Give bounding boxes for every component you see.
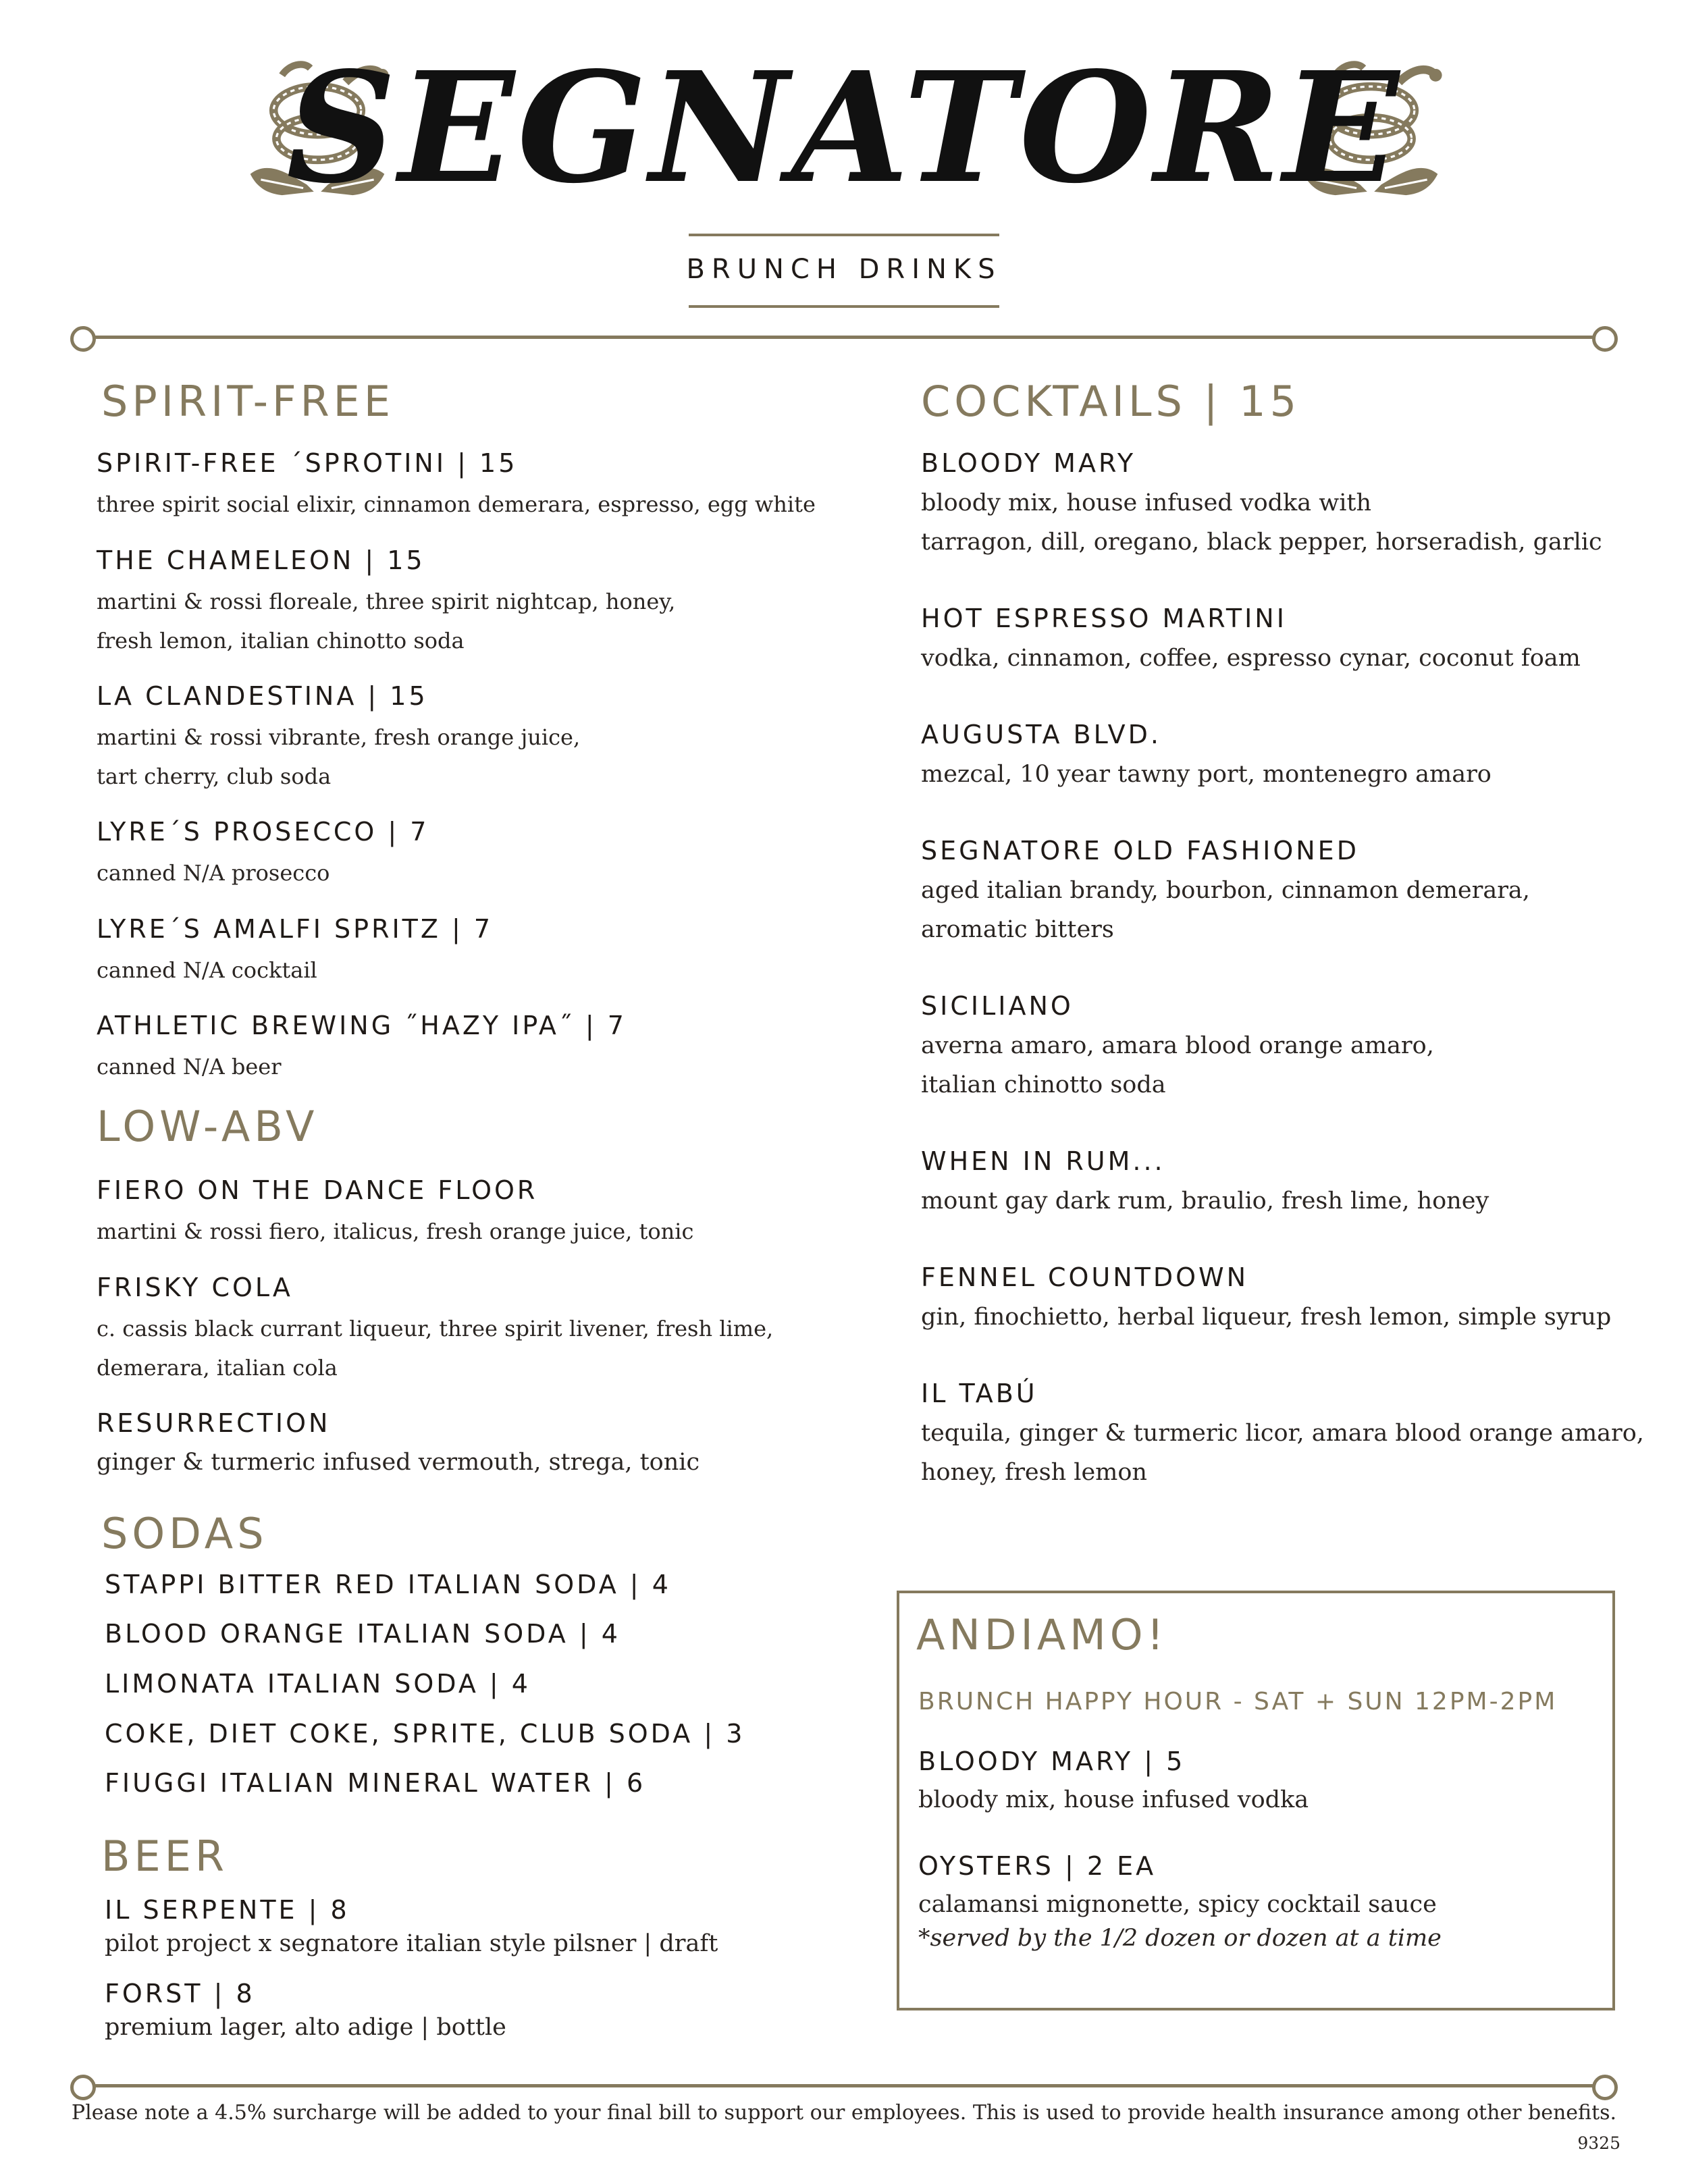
menu-item-desc: tarragon, dill, oregano, black pepper, horseradish, garlic <box>921 529 1602 556</box>
section-title-spirit-free: SPIRIT-FREE <box>101 377 395 426</box>
section-title-sodas: SODAS <box>101 1509 268 1558</box>
menu-item-desc: ginger & turmeric infused vermouth, strega, tonic <box>97 1449 700 1476</box>
top-divider-right-cap <box>1592 326 1618 352</box>
menu-code: 9325 <box>1577 2133 1620 2153</box>
menu-item-name: BLOODY MARY | 5 <box>918 1747 1186 1776</box>
menu-subtitle: BRUNCH DRINKS <box>686 254 1002 285</box>
section-title-cocktails: COCKTAILS | 15 <box>921 377 1301 426</box>
menu-item-name: RESURRECTION <box>97 1408 331 1438</box>
menu-item-desc: calamansi mignonette, spicy cocktail sauce <box>918 1891 1437 1918</box>
bottom-divider-left-cap <box>70 2075 96 2100</box>
menu-item-name: FENNEL COUNTDOWN <box>921 1262 1249 1292</box>
menu-item-desc: bloody mix, house infused vodka <box>918 1786 1309 1813</box>
menu-item-desc: averna amaro, amara blood orange amaro, <box>921 1032 1434 1059</box>
menu-item-name: LYRE´S PROSECCO | 7 <box>97 817 429 847</box>
subtitle-top-rule <box>689 234 999 236</box>
menu-item-desc: c. cassis black currant liqueur, three spirit livener, fresh lime, <box>97 1316 774 1341</box>
soda-item: LIMONATA ITALIAN SODA | 4 <box>105 1669 531 1699</box>
menu-item-name: AUGUSTA BLVD. <box>921 720 1161 749</box>
menu-item-name: IL SERPENTE | 8 <box>105 1895 350 1925</box>
menu-item-desc: three spirit social elixir, cinnamon demerara, espresso, egg white <box>97 491 816 517</box>
menu-item-desc: tequila, ginger & turmeric licor, amara blood orange amaro, <box>921 1420 1644 1447</box>
menu-item-name: LYRE´S AMALFI SPRITZ | 7 <box>97 914 494 944</box>
top-divider <box>88 336 1600 339</box>
soda-item: FIUGGI ITALIAN MINERAL WATER | 6 <box>105 1768 646 1798</box>
menu-item-name: FORST | 8 <box>105 1979 255 2008</box>
menu-item-desc: canned N/A prosecco <box>97 860 330 886</box>
serving-note: *served by the 1/2 dozen or dozen at a time <box>918 1925 1442 1952</box>
menu-item-name: LA CLANDESTINA | 15 <box>97 681 428 711</box>
menu-item-name: FRISKY COLA <box>97 1273 293 1302</box>
soda-item: STAPPI BITTER RED ITALIAN SODA | 4 <box>105 1570 671 1599</box>
menu-item-name: BLOODY MARY <box>921 448 1136 478</box>
menu-item-name: IL TABÚ <box>921 1379 1038 1408</box>
surcharge-note: Please note a 4.5% surcharge will be added to your final bill to support our employees. This is used to provide health insurance among other benefits. <box>71 2101 1617 2125</box>
happy-hour-heading: BRUNCH HAPPY HOUR - SAT + SUN 12PM-2PM <box>918 1688 1558 1715</box>
menu-item-name: HOT ESPRESSO MARTINI <box>921 604 1287 633</box>
menu-item-desc: honey, fresh lemon <box>921 1459 1147 1486</box>
menu-item-desc: martini & rossi floreale, three spirit nightcap, honey, <box>97 589 676 614</box>
menu-item-desc: tart cherry, club soda <box>97 764 332 789</box>
menu-item-desc: martini & rossi fiero, italicus, fresh orange juice, tonic <box>97 1219 694 1244</box>
menu-item-name: SPIRIT-FREE ´SPROTINI | 15 <box>97 448 518 478</box>
soda-item: COKE, DIET COKE, SPRITE, CLUB SODA | 3 <box>105 1719 745 1749</box>
bottom-divider-right-cap <box>1592 2075 1618 2100</box>
menu-item-name: WHEN IN RUM... <box>921 1146 1165 1176</box>
menu-item-desc: martini & rossi vibrante, fresh orange juice, <box>97 724 581 750</box>
menu-item-desc: italian chinotto soda <box>921 1071 1166 1098</box>
menu-item-name: FIERO ON THE DANCE FLOOR <box>97 1175 538 1205</box>
menu-item-name: ATHLETIC BREWING ˝HAZY IPA˝ | 7 <box>97 1011 627 1040</box>
menu-item-desc: mount gay dark rum, braulio, fresh lime, honey <box>921 1188 1489 1215</box>
menu-item-desc: aromatic bitters <box>921 916 1114 943</box>
menu-item-desc: canned N/A cocktail <box>97 957 317 983</box>
menu-item-desc: bloody mix, house infused vodka with <box>921 489 1372 516</box>
menu-item-desc: vodka, cinnamon, coffee, espresso cynar, coconut foam <box>921 645 1581 672</box>
menu-item-name: SEGNATORE OLD FASHIONED <box>921 836 1359 865</box>
top-divider-left-cap <box>70 326 96 352</box>
section-title-beer: BEER <box>101 1832 228 1881</box>
menu-item-desc: demerara, italian cola <box>97 1355 338 1381</box>
menu-item-desc: gin, finochietto, herbal liqueur, fresh lemon, simple syrup <box>921 1304 1612 1331</box>
menu-item-name: OYSTERS | 2 EA <box>918 1851 1157 1881</box>
menu-item-desc: canned N/A beer <box>97 1054 282 1080</box>
menu-item-desc: aged italian brandy, bourbon, cinnamon demerara, <box>921 877 1530 904</box>
brand-logo-text: SEGNATORE <box>286 39 1402 217</box>
soda-item: BLOOD ORANGE ITALIAN SODA | 4 <box>105 1619 621 1649</box>
section-title-andiamo: ANDIAMO! <box>916 1610 1168 1659</box>
subtitle-bottom-rule <box>689 305 999 308</box>
menu-item-name: THE CHAMELEON | 15 <box>97 545 425 575</box>
menu-item-desc: fresh lemon, italian chinotto soda <box>97 628 465 654</box>
section-title-low-abv: LOW-ABV <box>97 1102 319 1151</box>
menu-item-name: SICILIANO <box>921 991 1074 1021</box>
bottom-divider <box>88 2084 1600 2087</box>
menu-item-desc: mezcal, 10 year tawny port, montenegro amaro <box>921 761 1492 788</box>
menu-item-desc: premium lager, alto adige | bottle <box>105 2014 506 2041</box>
menu-item-desc: pilot project x segnatore italian style pilsner | draft <box>105 1930 718 1957</box>
